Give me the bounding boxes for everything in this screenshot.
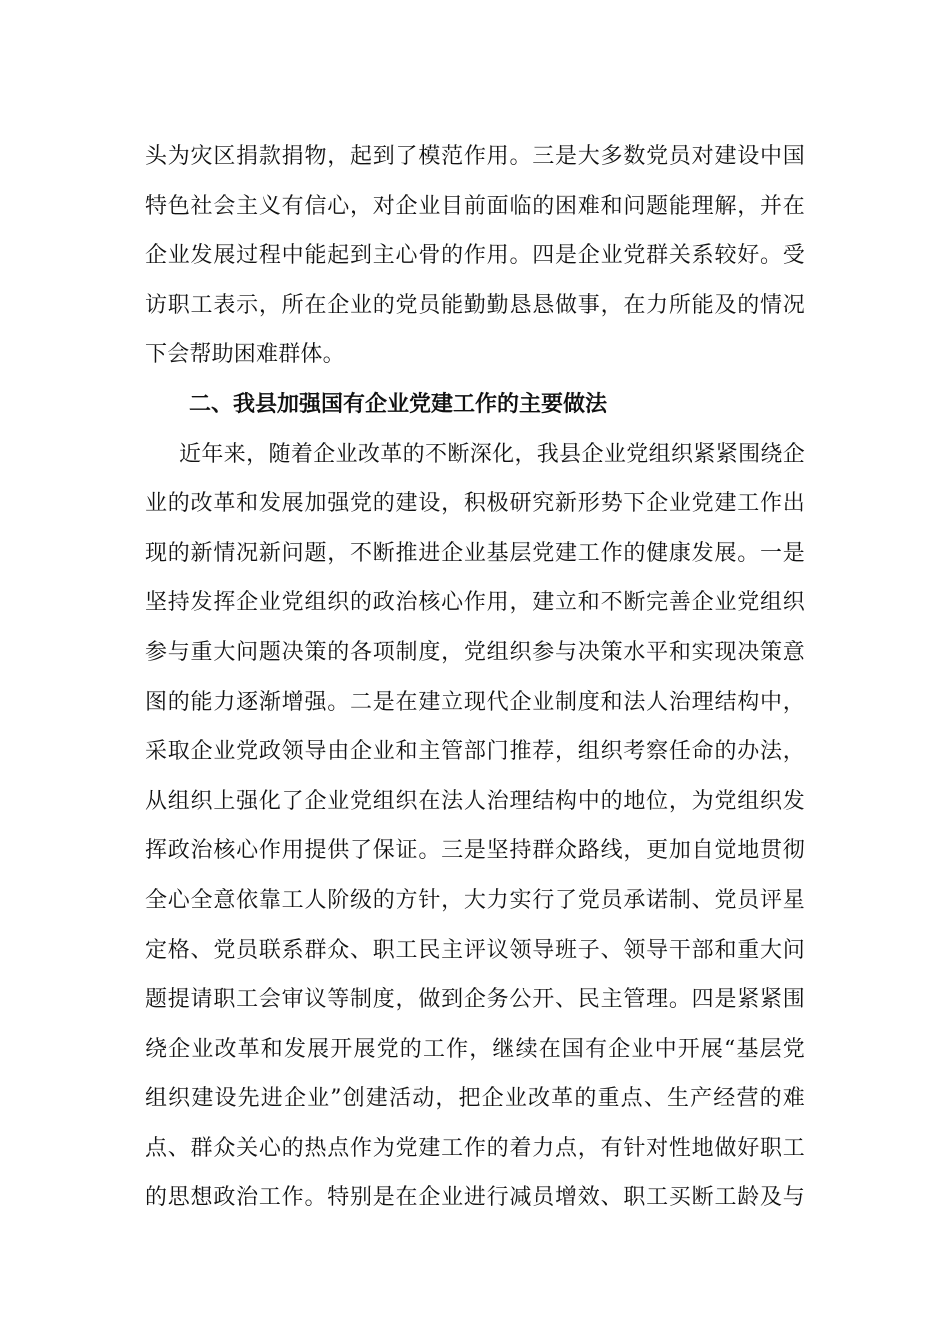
paragraph-line: 企业发展过程中能起到主心骨的作用。四是企业党群关系较好。受 [145,243,805,269]
paragraph-line: 定格、党员联系群众、职工民主评议领导班子、领导干部和重大问 [145,937,805,963]
paragraph-line: 采取企业党政领导由企业和主管部门推荐，组织考察任命的办法， [145,739,805,765]
paragraph-1 [145,132,805,380]
paragraph-line: 题提请职工会审议等制度，做到企务公开、民主管理。四是紧紧围 [145,987,805,1013]
paragraph-line: 坚持发挥企业党组织的政治核心作用，建立和不断完善企业党组织 [145,590,805,616]
paragraph-line: 头为灾区捐款捐物，起到了模范作用。三是大多数党员对建设中国 [145,144,805,169]
paragraph-line: 近年来，随着企业改革的不断深化，我县企业党组织紧紧围绕企 [179,441,805,467]
paragraph-line: 特色社会主义有信心，对企业目前面临的困难和问题能理解，并在 [145,193,805,219]
paragraph-line: 点、群众关心的热点作为党建工作的着力点，有针对性地做好职工 [145,1135,805,1161]
paragraph-line: 挥政治核心作用提供了保证。三是坚持群众路线，更加自觉地贯彻 [145,838,805,864]
paragraph-line: 业的改革和发展加强党的建设，积极研究新形势下企业党建工作出 [145,491,805,517]
paragraph-line: 绕企业改革和发展开展党的工作，继续在国有企业中开展“基层党 [145,1036,805,1062]
paragraph-line: 访职工表示，所在企业的党员能勤勤恳恳做事，在力所能及的情况 [145,292,805,318]
document-page [145,132,805,1223]
paragraph-line: 的思想政治工作。特别是在企业进行减员增效、职工买断工龄及与 [145,1185,805,1211]
paragraph-line: 下会帮助困难群体。 [145,342,345,368]
paragraph-line: 组织建设先进企业”创建活动，把企业改革的重点、生产经营的难 [145,1086,805,1112]
paragraph-line: 全心全意依靠工人阶级的方针，大力实行了党员承诺制、党员评星 [145,887,805,913]
section-heading: 二、我县加强国有企业党建工作的主要做法 [189,391,608,417]
paragraph-line: 参与重大问题决策的各项制度，党组织参与决策水平和实现决策意 [145,639,805,665]
paragraph-line: 现的新情况新问题，不断推进企业基层党建工作的健康发展。一是 [145,540,805,566]
paragraph-2 [145,430,805,1224]
paragraph-line: 从组织上强化了企业党组织在法人治理结构中的地位，为党组织发 [145,788,805,814]
paragraph-line: 图的能力逐渐增强。二是在建立现代企业制度和法人治理结构中， [145,689,805,715]
